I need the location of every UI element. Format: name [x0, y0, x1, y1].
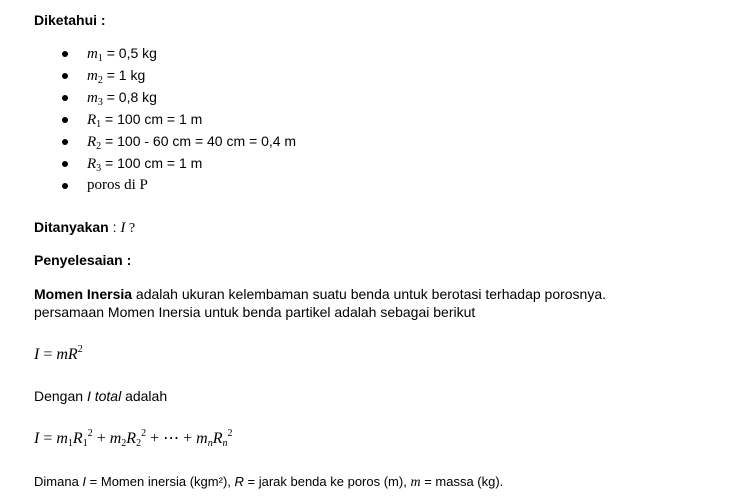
solution-heading: Penyelesaian :: [34, 252, 132, 268]
definition-paragraph: Momen Inersia adalah ukuran kelembaman suatu benda untuk berotasi terhadap porosnya.: [34, 286, 607, 302]
equation-total: $I = m_1R_1^2 + m_2R_2^2$ + ⋯ + mnRn$^2$: [34, 428, 233, 449]
definition-line2: persamaan Momen Inersia untuk benda partikel adalah sebagai berikut: [34, 304, 476, 320]
bullet-icon: [62, 73, 68, 79]
bullet-icon: [62, 183, 68, 189]
bullet-icon: [62, 139, 68, 145]
document-page: Diketahui : $m_1 = 0,5$ kg $m_2 = 1$ kg $m_3 = 0,8$ kg $R_1 = 100$ cm = 1 m $R_2 = 100 - 60$ cm = 40 cm = 0,4 m $R_3 = 100$ cm = 1 m poros di P Ditanyakan : I ? Penyelesaian : Momen Inersia adalah ukuran kelembaman suatu benda untuk berotasi terhadap porosnya. persamaan Momen Inersia untuk benda partikel adalah sebagai berikut $I = mR^2$ Dengan I total adalah $I = m_1R_1^2 + m_2R_2^2$ + ⋯ + mnRn$^2$ Dimana I = Momen inersia (kgm²), R = jarak benda ke poros (m), m = massa (kg).: [0, 0, 730, 500]
known-heading: Diketahui :: [34, 12, 106, 28]
equation-basic: $I = mR^2$: [34, 344, 83, 363]
bullet-icon: [62, 117, 68, 123]
bullet-icon: [62, 51, 68, 57]
bullet-icon: [62, 161, 68, 167]
asked-line: Ditanyakan : I ?: [34, 219, 136, 236]
total-line: Dengan I total adalah: [34, 388, 168, 404]
where-line: Dimana I = Momen inersia (kgm²), R = jarak benda ke poros (m), m = massa (kg).: [34, 474, 504, 490]
bullet-icon: [62, 95, 68, 101]
